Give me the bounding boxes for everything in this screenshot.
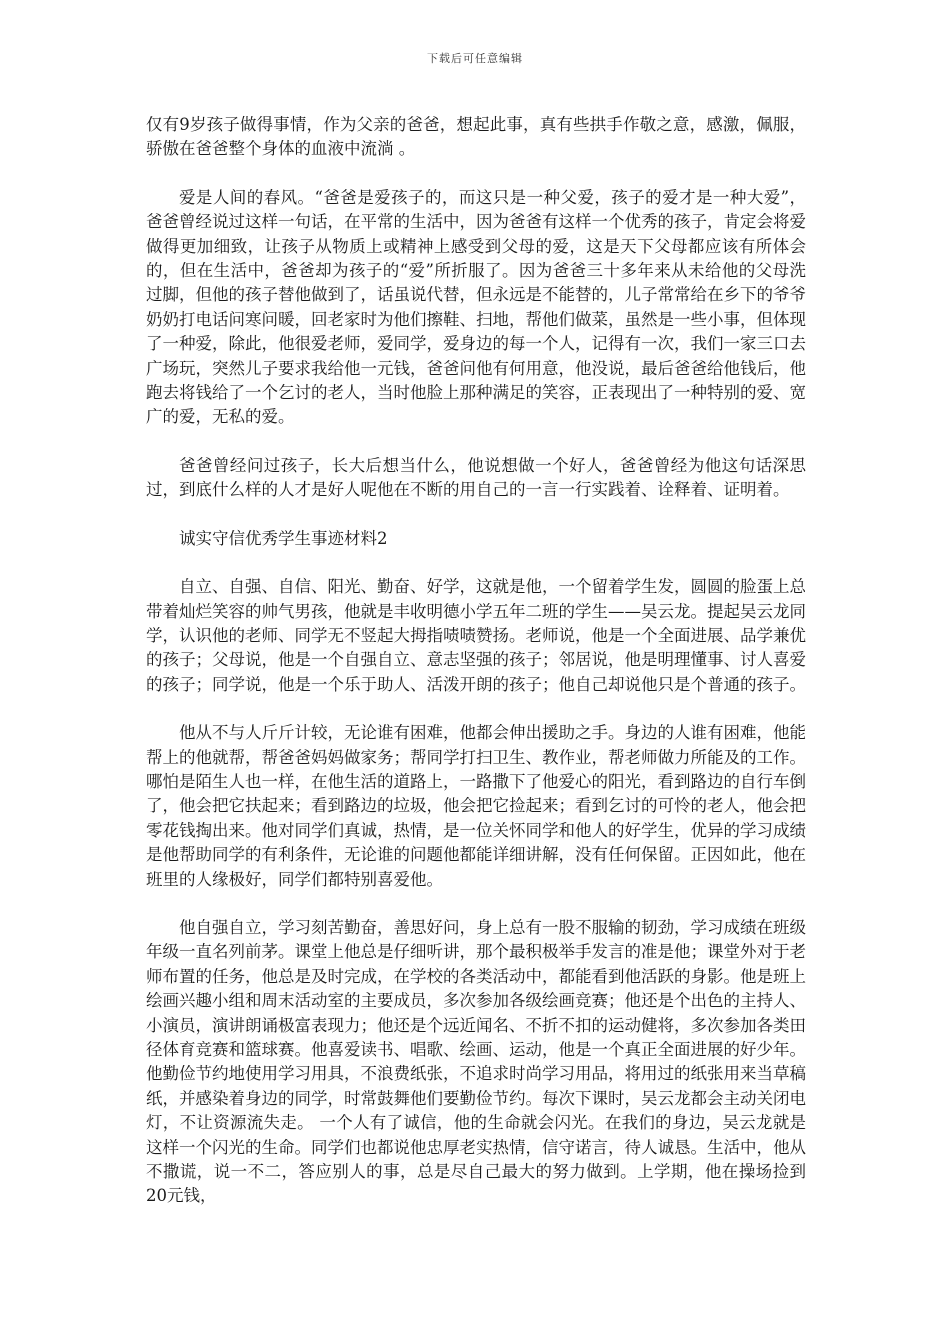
paragraph: 他从不与人斤斤计较，无论谁有困难，他都会伸出援助之手。身边的人谁有困难，他能帮上的他就帮，帮爸爸妈妈做家务；帮同学打扫卫生、教作业，帮老师做力所能及的工作。哪怕是陌生人也一样，在他生活的道路上，一路撒下了他爱心的阳光，看到路边的自行车倒了，他会把它扶起来；看到路边的垃圾，他会把它捡起来；看到乞讨的可怜的老人，他会把零花钱掏出来。他对同学们真诚，热情，是一位关怀同学和他人的好学生，优异的学习成绩是他帮助同学的有利条件，无论谁的问题他都能详细讲解，没有任何保留。正因如此，他在班里的人缘极好，同学们都特别喜爱他。: [146, 723, 806, 889]
paragraph: 爸爸曾经问过孩子，长大后想当什么，他说想做一个好人，爸爸曾经为他这句话深思过，到底什么样的人才是好人呢他在不断的用自己的一言一行实践着、诠释着、证明着。: [146, 455, 806, 500]
paragraph-continuation: 仅有9岁孩子做得事情，作为父亲的爸爸，想起此事，真有些拱手作敬之意，感激，佩服，骄傲在爸爸整个身体的血液中流淌 。: [146, 115, 806, 159]
document-body: [146, 113, 806, 1233]
paragraph: 爱是人间的春风。“爸爸是爱孩子的，而这只是一种父爱，孩子的爱才是一种大爱”，爸爸曾经说过这样一句话，在平常的生活中，因为爸爸有这样一个优秀的孩子，肯定会将爱做得更加细致，让孩子从物质上或精神上感受到父母的爱，这是天下父母都应该有所体会的，但在生活中，爸爸却为孩子的“爱”所折服了。因为爸爸三十多年来从未给他的父母洗过脚，但他的孩子替他做到了，话虽说代替，但永远是不能替的，儿子常常给在乡下的爷爷奶奶打电话问寒问暖，回老家时为他们擦鞋、扫地，帮他们做菜，虽然是一些小事，但体现了一种爱，除此，他很爱老师，爱同学，爱身边的每一个人，记得有一次，我们一家三口去广场玩，突然儿子要求我给他一元钱，爸爸问他有何用意，他没说，最后爸爸给他钱后，他跑去将钱给了一个乞讨的老人，当时他脸上那种满足的笑容，正表现出了一种特别的爱、宽广的爱，无私的爱。: [146, 187, 806, 427]
page-header: 下载后可任意编辑: [427, 52, 523, 65]
paragraph: 他自强自立，学习刻苦勤奋，善思好问，身上总有一股不服输的韧劲，学习成绩在班级年级一直名列前茅。课堂上他总是仔细听讲，那个最积极举手发言的准是他；课堂外对于老师布置的任务，他总是及时完成，在学校的各类活动中，都能看到他活跃的身影。他是班上绘画兴趣小组和周末活动室的主要成员，多次参加各级绘画竞赛；他还是个出色的主持人、小演员，演讲朗诵极富表现力；他还是个远近闻名、不折不扣的运动健将，多次参加各类田径体育竞赛和篮球赛。他喜爱读书、唱歌、绘画、运动，他是一个真正全面进展的好少年。他勤俭节约地使用学习用具，不浪费纸张，不追求时尚学习用品，将用过的纸张用来当草稿纸，并感染着身边的同学，时常鼓舞他们要勤俭节约。每次下课时，吴云龙都会主动关闭电灯，不让资源流失走。 一个人有了诚信，他的生命就会闪光。在我们的身边，吴云龙就是这样一个闪光的生命。同学们也都说他忠厚老实热情，信守诺言，待人诚恳。生活中，他从不撒谎，说一不二，答应别人的事，总是尽自己最大的努力做到。上学期，他在操场捡到20元钱，: [146, 917, 806, 1206]
paragraph: 自立、自强、自信、阳光、勤奋、好学，这就是他，一个留着学生发，圆圆的脸蛋上总带着灿烂笑容的帅气男孩，他就是丰收明德小学五年二班的学生——吴云龙。提起吴云龙同学，认识他的老师、同学无不竖起大拇指啧啧赞扬。老师说，他是一个全面进展、品学兼优的孩子；父母说，他是一个自强自立、意志坚强的孩子；邻居说，他是明理懂事、讨人喜爱的孩子；同学说，他是一个乐于助人、活泼开朗的孩子；他自己却说他只是个普通的孩子。: [146, 577, 806, 694]
section-heading: 诚实守信优秀学生事迹材料2: [179, 528, 388, 548]
